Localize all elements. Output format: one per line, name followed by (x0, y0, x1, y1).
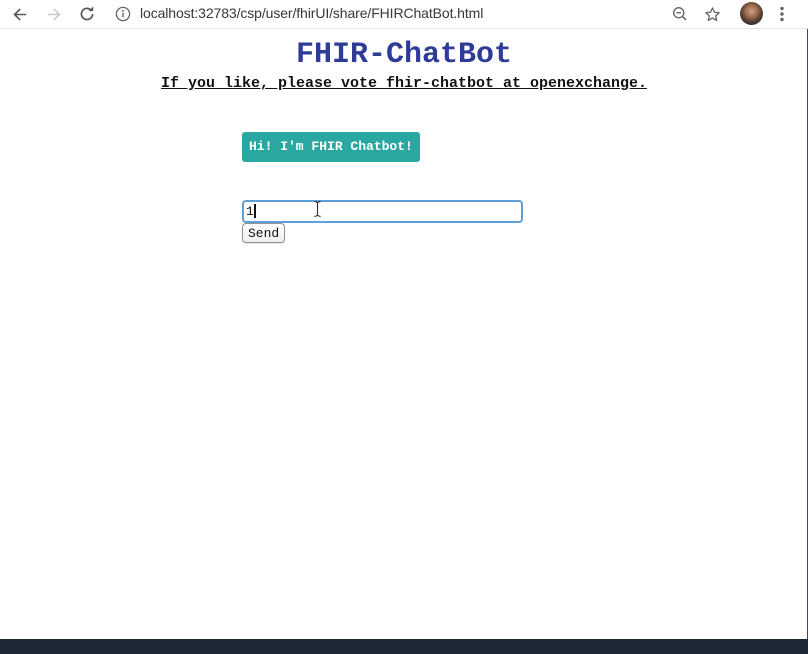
chat-input[interactable] (242, 200, 523, 223)
vote-link[interactable]: If you like, please vote fhir-chatbot at openexchange. (160, 75, 648, 92)
page-title: FHIR-ChatBot (295, 38, 513, 72)
bot-message-bubble: Hi! I'm FHIR Chatbot! (242, 132, 420, 162)
browser-toolbar (0, 0, 808, 29)
profile-avatar[interactable] (740, 2, 763, 25)
send-button[interactable]: Send (242, 223, 285, 243)
text-caret (254, 204, 256, 218)
refresh-icon[interactable] (77, 4, 97, 24)
forward-icon[interactable] (44, 4, 64, 24)
url-text[interactable]: localhost:32783/csp/user/fhirUI/share/FHIRChatBot.html (140, 5, 484, 21)
overflow-menu-icon[interactable] (772, 4, 792, 24)
zoom-out-icon[interactable] (670, 4, 690, 24)
mouse-ibeam-cursor (312, 200, 323, 218)
back-icon[interactable] (9, 4, 29, 24)
page-info-icon[interactable] (113, 4, 133, 24)
bottom-dark-bar (0, 639, 808, 654)
vote-link-row (0, 74, 808, 92)
bookmark-star-icon[interactable] (702, 4, 722, 24)
